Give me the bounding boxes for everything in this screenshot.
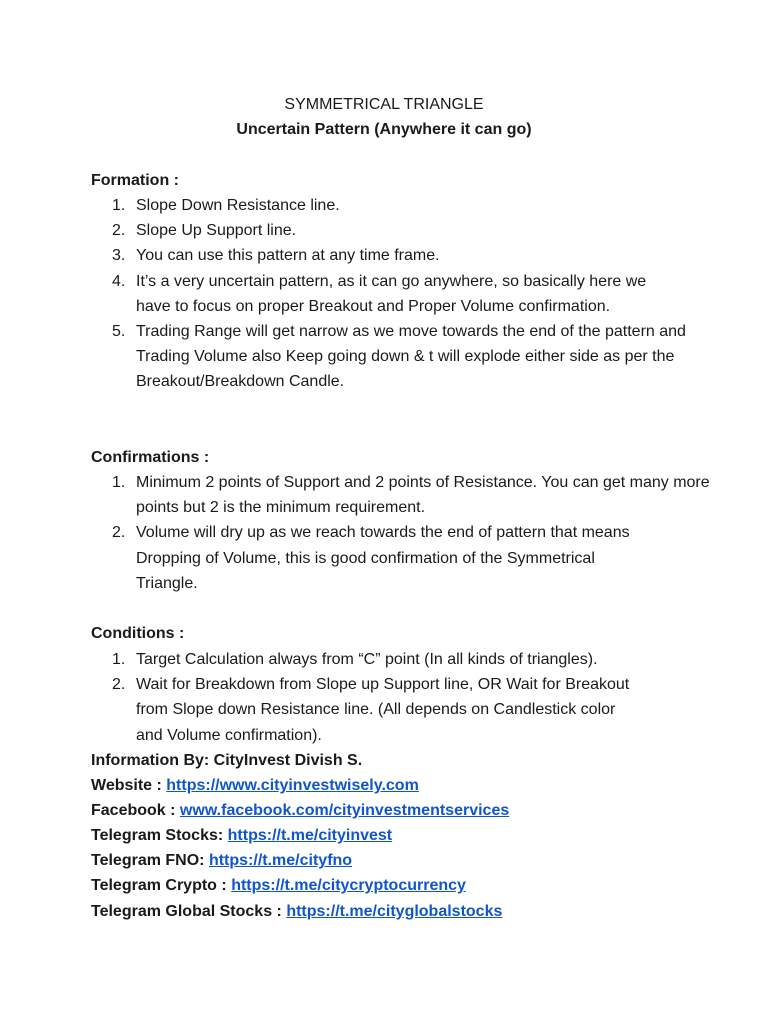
website-label: Website : [91,777,162,795]
list-item: 2. Volume will dry up as we reach towards the end of pattern that means Dropping of Volume, this is good confirmation of the Symmetrical Triangle. [112,524,630,592]
telegram-fno-link[interactable]: https://t.me/cityfno [208,852,353,870]
telegram-fno-label: Telegram FNO: [91,852,205,870]
list-item: 2. Wait for Breakdown from Slope up Support line, OR Wait for Breakout from Slope down Resistance line. (All depends on Candlestick color and Volume confirmation). [112,676,630,744]
document-subtitle: Uncertain Pattern (Anywhere it can go) [236,121,532,138]
list-item: 1. Target Calculation always from “C” point (In all kinds of triangles). [112,651,598,668]
list-item: 1. Slope Down Resistance line. [112,197,340,214]
list-item: 3. You can use this pattern at any time frame. [112,247,440,265]
telegram-crypto-link[interactable]: https://t.me/citycryptocurrency [231,877,466,895]
telegram-stocks-link[interactable]: https://t.me/cityinvest [227,827,393,845]
formation-heading: Formation : [91,172,179,189]
telegram-global-link[interactable]: https://t.me/cityglobalstocks [286,902,503,920]
formation-list [91,193,691,395]
facebook-link[interactable]: www.facebook.com/cityinvestmentservices [179,802,510,820]
facebook-row [91,798,731,823]
conditions-heading: Conditions : [91,625,185,642]
list-item: 2. Slope Up Support line. [112,222,297,240]
list-item: 5. Trading Range will get narrow as we move towards the end of the pattern and Trading Volume also Keep going down & t will explode either side as per the Breakout/Breakdown Candle. [112,323,686,391]
telegram-crypto-row [91,873,731,898]
telegram-crypto-label: Telegram Crypto : [91,877,227,895]
conditions-list [91,647,691,748]
information-by: Information By: CityInvest Divish S. [91,752,363,769]
list-item: 4. It’s a very uncertain pattern, as it can go anywhere, so basically here we have to focus on proper Breakout and Proper Volume confirmation. [112,272,647,315]
confirmations-list [91,470,710,596]
facebook-label: Facebook : [91,802,176,820]
telegram-stocks-label: Telegram Stocks: [91,827,224,845]
confirmations-heading: Confirmations : [91,449,210,466]
website-row [91,773,731,798]
telegram-stocks-row [91,823,731,848]
info-block [91,748,731,924]
telegram-global-label: Telegram Global Stocks : [91,902,282,920]
website-link[interactable]: https://www.cityinvestwisely.com [166,777,419,795]
list-item: 1. Minimum 2 points of Support and 2 points of Resistance. You can get many more points but 2 is the minimum requirement. [112,474,710,517]
telegram-fno-row [91,848,731,873]
document-title: SYMMETRICAL TRIANGLE [284,96,484,113]
telegram-global-row [91,899,731,924]
